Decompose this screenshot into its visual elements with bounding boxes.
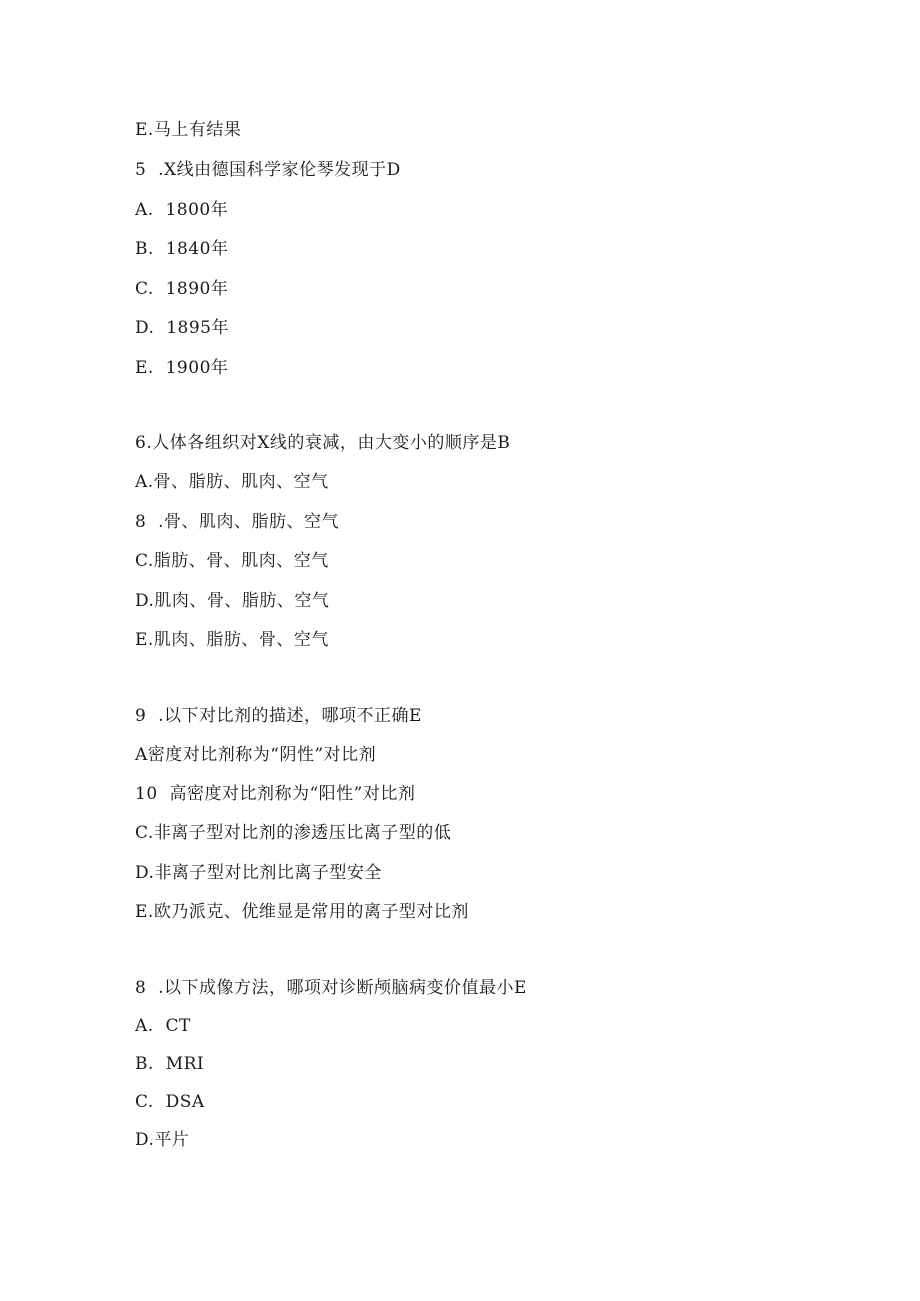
q8-option-c: C. DSA <box>135 1092 205 1112</box>
q8-option-d: D.平片 <box>135 1130 190 1150</box>
q9-option-d: D.非离子型对比剂比离子型安全 <box>135 863 382 883</box>
question-5: 5 .X线由德国科学家伦琴发现于D <box>135 160 401 180</box>
q9-option-b: 10 高密度对比剂称为“阳性”对比剂 <box>135 784 416 804</box>
question-9: 9 .以下对比剂的描述，哪项不正确E <box>135 706 422 726</box>
q6-option-b: 8 .骨、肌肉、脂肪、空气 <box>135 512 340 532</box>
q5-option-c: C. 1890年 <box>135 279 229 299</box>
q6-option-d: D.肌肉、骨、脂肪、空气 <box>135 591 330 611</box>
q5-option-d: D. 1895年 <box>135 318 229 338</box>
q9-option-e: E.欧乃派克、优维显是常用的离子型对比剂 <box>135 902 469 922</box>
q8-option-a: A. CT <box>135 1016 191 1036</box>
q5-option-a: A. 1800年 <box>135 200 229 220</box>
q9-option-a: A密度对比剂称为“阴性”对比剂 <box>135 745 377 765</box>
q4-option-e: E.马上有结果 <box>135 120 242 140</box>
q5-option-e: E. 1900年 <box>135 358 229 378</box>
q6-option-e: E.肌肉、脂肪、骨、空气 <box>135 630 329 650</box>
q5-option-b: B. 1840年 <box>135 239 229 259</box>
q6-option-a: A.骨、脂肪、肌肉、空气 <box>135 472 329 492</box>
q6-option-c: C.脂肪、骨、肌肉、空气 <box>135 551 329 571</box>
question-8: 8 .以下成像方法，哪项对诊断颅脑病变价值最小E <box>135 978 527 998</box>
question-6: 6.人体各组织对X线的衰减，由大变小的顺序是B <box>135 433 511 453</box>
q8-option-b: B. MRI <box>135 1054 205 1074</box>
q9-option-c: C.非离子型对比剂的渗透压比离子型的低 <box>135 823 452 843</box>
